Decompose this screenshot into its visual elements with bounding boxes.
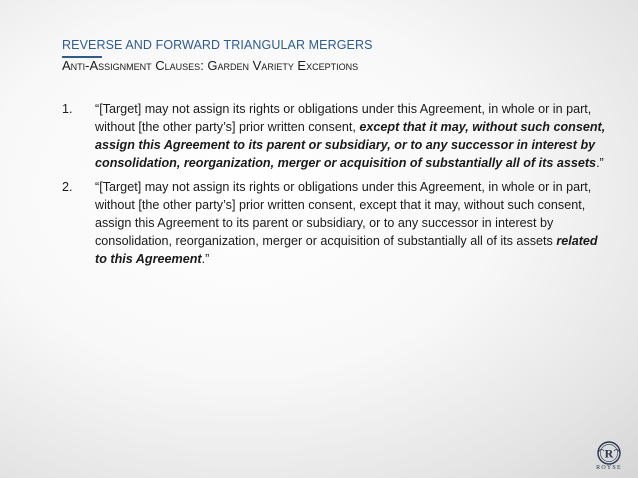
list-item [62, 178, 607, 268]
logo-wordmark: ROYSE [596, 465, 622, 471]
item-number: 2. [62, 180, 73, 194]
item-text-end: .” [201, 252, 210, 266]
slide-title: Anti-Assignment Clauses: Garden Variety Exceptions [62, 58, 359, 73]
item-text-end: .” [596, 156, 604, 170]
item-number: 1. [62, 102, 73, 116]
list-item [62, 100, 607, 172]
section-kicker: REVERSE AND FORWARD TRIANGULAR MERGERS [62, 38, 373, 52]
item-emphasis: related to this Agreement [95, 234, 598, 266]
logo-letter: R [604, 446, 614, 461]
clause-list [62, 100, 607, 268]
item-text: “[Target] may not assign its rights or obligations under this Agreement, in whole or in part, without [the other party’s] prior written consent, except that it may, without such consent, assign this Agreement to its parent or subsidiary, or to any successor in interest by consolidation, reorganization, merger or acquisition of substantially all of its assets [95, 180, 592, 248]
item-text: “[Target] may not assign its rights or obligations under this Agreement, in whole or in part, without [the other party’s] prior written consent, [95, 102, 592, 134]
item-emphasis: except that it may, without such consent, assign this Agreement to its parent or subsidiary, or to any successor in interest by consolidation, reorganization, merger or acquisition of substantially all of its assets [95, 120, 606, 170]
